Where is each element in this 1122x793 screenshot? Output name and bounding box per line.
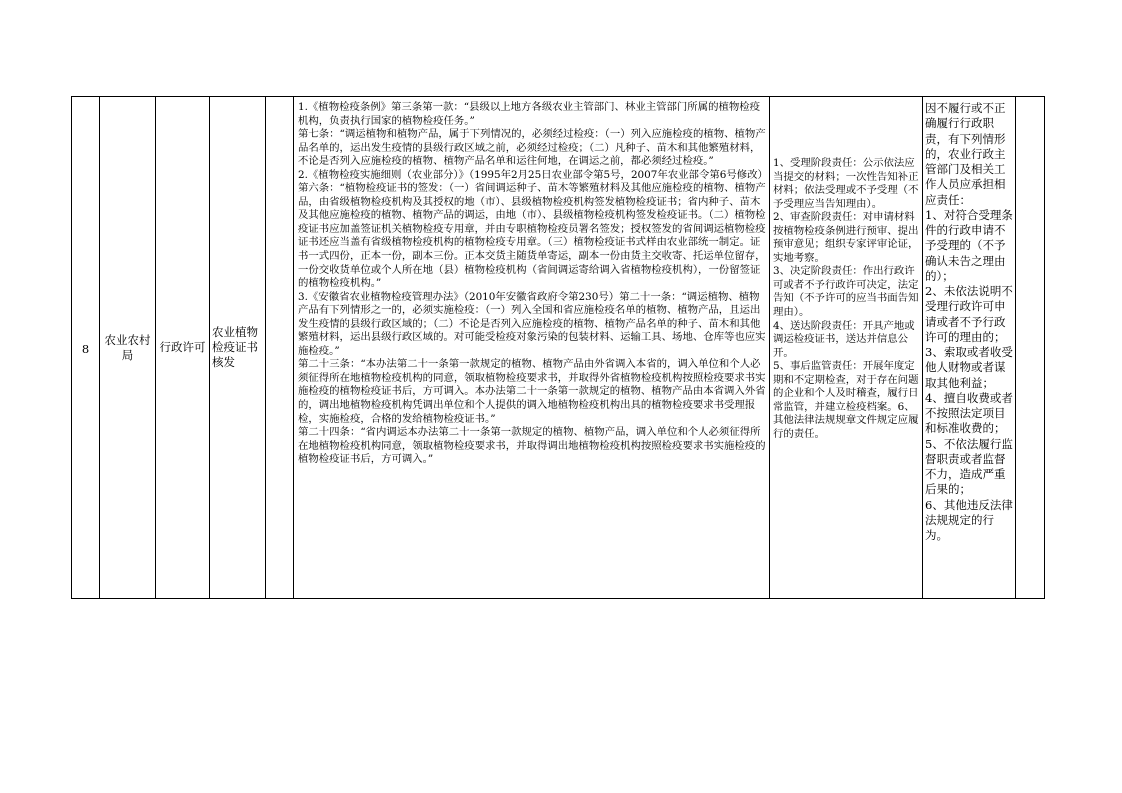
basis-paragraph: 第七条：“调运植物和植物产品，属于下列情况的，必须经过检疫：（一）列入应施检疫的植物、植物产品名单的，运出发生疫情的县级行政区域之前，必须经过检疫；（二）凡种子、苗木和其他繁殖材料，不论是否列入应施检疫的植物、植物产品名单和运往何地，在调运之前，都必须经过检疫。” (298, 128, 766, 168)
legal-basis (294, 97, 769, 467)
responsibility-item: 3、决定阶段责任：作出行政许可或者不予行政许可决定，法定告知（不予许可的应当书面告知理由）。 (773, 265, 919, 319)
legal-basis-cell (294, 97, 770, 599)
power-type-cell (156, 97, 210, 599)
liability-item: 因不履行或不正确履行行政职责，有下列情形的，农业行政主管部门及相关工作人员应承担相应责任： (925, 101, 1006, 207)
responsibility-items (770, 97, 922, 441)
liability-item: 3、索取或者收受他人财物或者谋取其他利益； (925, 345, 1013, 390)
liability-cell (923, 97, 1016, 599)
liability-item: 4、擅自收费或者不按照法定项目和标准收费的； (925, 390, 1013, 436)
row-number: 8 (81, 342, 90, 356)
basis-paragraph: 1.《植物检疫条例》第三条第一款：“县级以上地方各级农业主管部门、林业主管部门所属的植物检疫机构，负责执行国家的植物检疫任务。” (298, 101, 761, 127)
basis-paragraph: 2.《植物检疫实施细则（农业部分）》（1995年2月25日农业部令第5号，2007年农业部令第6号修改）第六条：“植物检疫证书的签发：（一）省间调运种子、苗木等繁殖材料及其他应施检疫的植物、植物产品，由省级植物检疫机构及其授权的地（市）、县级植物检疫机构签发植物检疫证书；省内种子、苗木及其他应施检疫的植物、植物产品的调运，由地（市）、县级植物检疫机构签发检疫证书。（二）植物检疫证书应加盖签证机关植物检疫专用章，并由专职植物检疫员署名签发；授权签发的省间调运植物检疫证书还应当盖有省级植物检疫机构的植物检疫专用章。（三）植物检疫证书式样由农业部统一制定。证书一式四份，正本一份，副本三份。正本交货主随货单寄运，副本一份由货主交收寄、托运单位留存，一份交收货单位或个人所在地（县）植物检疫机构（省间调运寄给调入省植物检疫机构），一份留签证的植物检疫机构。” (298, 168, 766, 290)
responsibility-item: 1、受理阶段责任：公示依法应当提交的材料；一次性告知补正材料；依法受理或不予受理（不予受理应当告知理由）。 (773, 157, 919, 210)
basis-paragraph: 第二十四条：“省内调运本办法第二十一条第一款规定的植物、植物产品，调入单位和个人必须征得所在地植物检疫机构同意，领取植物检疫要求书，并取得调出地植物检疫机构按照检疫要求书实施检疫的植物检疫证书后，方可调入。” (298, 426, 766, 466)
responsibility-item: 4、送达阶段责任：开具产地或调运检疫证书，送达并信息公开。 (773, 319, 915, 359)
item-name-cell (210, 97, 266, 599)
liability-item: 2、未依法说明不受理行政许可申请或者不予行政许可的理由的； (925, 284, 1013, 344)
remark-cell (1016, 97, 1045, 599)
liability-items (923, 97, 1015, 543)
sub-item-cell (266, 97, 294, 599)
liability-item: 1、对符合受理条件的行政申请不予受理的（不予确认未告之理由的）； (925, 207, 1013, 283)
responsibility-cell (770, 97, 923, 599)
table-row (72, 97, 1045, 599)
responsibility-item: 2、审查阶段责任：对申请材料按植物检疫条例进行预审、提出预审意见；组织专家评审论证，实地考察。 (773, 211, 919, 264)
liability-item: 6、其他违反法律法规规定的行为。 (925, 497, 1013, 542)
power-type: 行政许可 (159, 340, 206, 354)
basis-paragraph: 第二十三条：“本办法第二十一条第一款规定的植物、植物产品由外省调入本省的，调入单位和个人必须征得所在地植物检疫机构的同意，领取植物检疫要求书，并取得外省植物检疫机构按照检疫要求书实施检疫的植物检疫证书后，方可调入。本办法第二十一条第一款规定的植物、植物产品由本省调入外省的，调出地植物检疫机构凭调出单位和个人提供的调入地植物检疫机构出具的植物检疫要求书受理报检，实施检疫，合格的发给植物检疫证书。” (298, 358, 766, 425)
department: 农业农村局 (104, 332, 151, 362)
row-number-cell (72, 97, 100, 599)
responsibility-item: 5、事后监管责任：开展年度定期和不定期检查，对于存在问题的企业和个人及时稽查，履行日常监管，并建立检疫档案。6、其他法律法规规章文件规定应履行的责任。 (773, 360, 919, 440)
department-cell (100, 97, 156, 599)
basis-paragraph: 3.《安徽省农业植物检疫管理办法》（2010年安徽省政府令第230号）第二十一条：“调运植物、植物产品有下列情形之一的，必须实施检疫：（一）列入全国和省应施检疫名单的植物、植物产品，且运出发生疫情的县级行政区域的；（二）不论是否列入应施检疫的植物、植物产品名单的种子、苗木和其他繁殖材料，运出县级行政区域的。对可能受检疫对象污染的包装材料、运输工具、场地、仓库等也应实施检疫。” (298, 290, 766, 357)
power-list-table (71, 96, 1045, 599)
liability-item: 5、不依法履行监督职责或者监督不力，造成严重后果的； (925, 436, 1013, 497)
item-name: 农业植物检疫证书核发 (212, 325, 258, 369)
